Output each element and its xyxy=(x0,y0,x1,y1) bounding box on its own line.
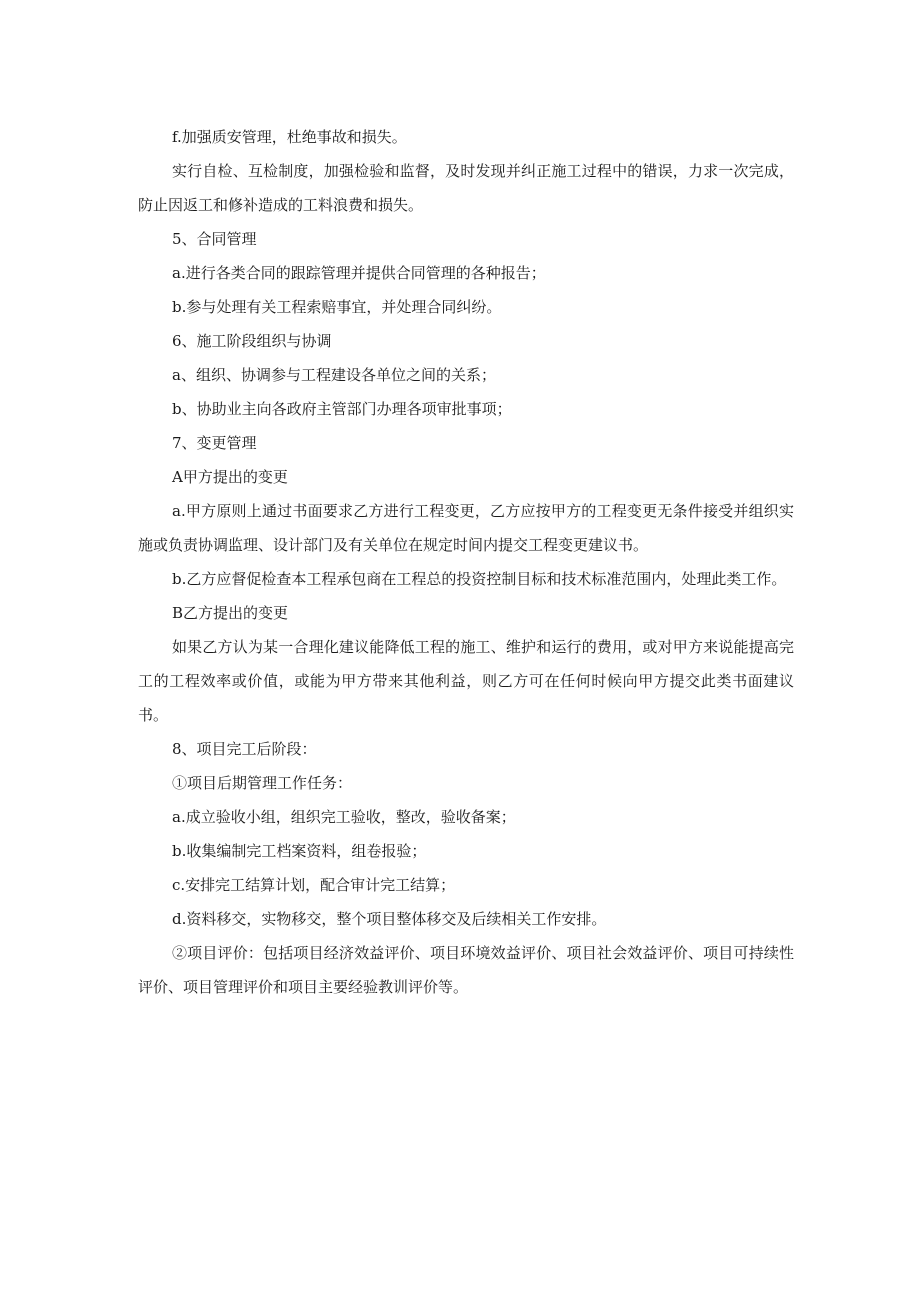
paragraph-contract-claims: b.参与处理有关工程索赔事宜，并处理合同纠纷。 xyxy=(172,298,502,316)
paragraph-quality-safety: f.加强质安管理，杜绝事故和损失。 xyxy=(172,128,407,146)
paragraph-self-inspection: 实行自检、互检制度，加强检验和监督，及时发现并纠正施工过程中的错误，力求一次完成，防止因返工和修补造成的工料浪费和损失。 xyxy=(138,162,794,214)
subheading-post-tasks: ①项目后期管理工作任务： xyxy=(172,774,353,792)
subheading-party-b-changes: B乙方提出的变更 xyxy=(172,604,289,622)
paragraph-handover: d.资料移交，实物移交，整个项目整体移交及后续相关工作安排。 xyxy=(172,910,607,928)
heading-change-management: 7、变更管理 xyxy=(172,434,257,452)
document-body xyxy=(138,120,794,1004)
paragraph-rationalization-proposal: 如果乙方认为某一合理化建议能降低工程的施工、维护和运行的费用，或对甲方来说能提高完工的工程效率或价值，或能为甲方带来其他利益，则乙方可在任何时候向甲方提交此类书面建议书。 xyxy=(138,638,794,724)
heading-coordination: 6、施工阶段组织与协调 xyxy=(172,332,332,350)
paragraph-settlement-plan: c.安排完工结算计划，配合审计完工结算； xyxy=(172,876,456,894)
heading-post-completion: 8、项目完工后阶段： xyxy=(172,740,317,758)
paragraph-assist-owner: b、协助业主向各政府主管部门办理各项审批事项； xyxy=(172,400,512,418)
paragraph-archive-data: b.收集编制完工档案资料，组卷报验； xyxy=(172,842,427,860)
paragraph-project-evaluation: ②项目评价：包括项目经济效益评价、项目环境效益评价、项目社会效益评价、项目可持续性评价、项目管理评价和项目主要经验教训评价等。 xyxy=(138,944,794,996)
paragraph-acceptance-team: a.成立验收小组，组织完工验收，整改，验收备案； xyxy=(172,808,516,826)
paragraph-coordinate-units: a、组织、协调参与工程建设各单位之间的关系； xyxy=(172,366,496,384)
paragraph-party-a-written-request: a.甲方原则上通过书面要求乙方进行工程变更，乙方应按甲方的工程变更无条件接受并组织实施或负责协调监理、设计部门及有关单位在规定时间内提交工程变更建议书。 xyxy=(138,502,794,554)
paragraph-party-b-supervise: b.乙方应督促检查本工程承包商在工程总的投资控制目标和技术标准范围内，处理此类工作。 xyxy=(172,570,787,588)
subheading-party-a-changes: A甲方提出的变更 xyxy=(172,468,288,486)
heading-contract-management: 5、合同管理 xyxy=(172,230,257,248)
paragraph-contract-tracking: a.进行各类合同的跟踪管理并提供合同管理的各种报告； xyxy=(172,264,546,282)
